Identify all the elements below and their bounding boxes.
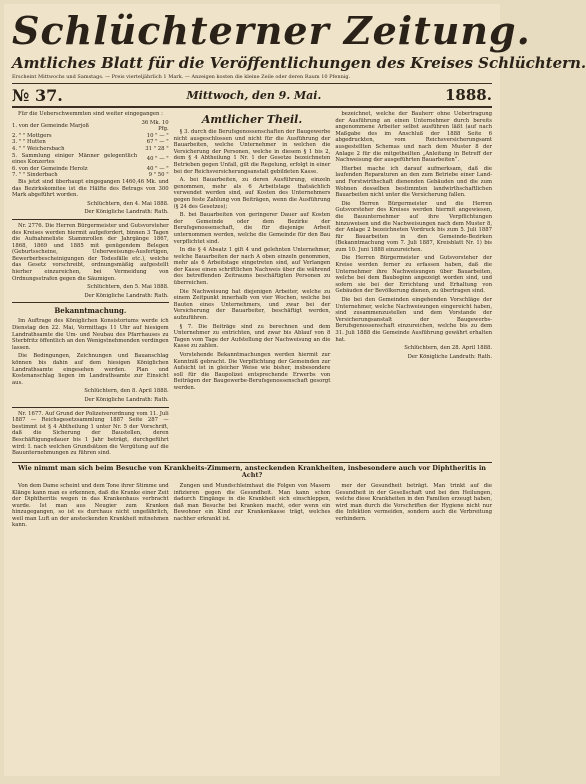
masthead-title: Schlüchterner Zeitung. [12,8,531,53]
paragraph: Zungen und Mundschleimhaut die Folgen von Masern infizieren gegen die Gesundheit. Man kann schon dadurch Eingänge in die Krankheit sich einschleppen, daß man Besuche bei Kranken macht, oder wenn ein Bewohner ein Kind zur Krankenkasse trägt, welches nachher erkrankt ist. [173,482,331,522]
paragraph: Hierbei mache ich darauf aufmerksam, daß die laufenden Reparaturen an den zum Betriebe einer Land- und Forstwirthschaft dienenden Gebäuden und die zum Wohnen desselben bestimmten landwirthschaftlichen Bauarbeiten nicht unter die Versicherung fallen. [335,165,493,199]
masthead-subtitle: Amtliches Blatt für die Veröffentlichungen des Kreises Schlüchtern. [12,54,586,72]
donation-row [12,139,169,146]
health-column-2 [174,483,331,531]
donation-label: 4. " " Weichersbach [12,145,65,152]
notice-text: Nr. 1677. Auf Grund der Polizeiverordnung vom 11. Juli 1887 — Reichsgesetzsammlung 1887 Seite 287 — bestimmt ist § 4 Abtheilung 1 unter Nr. 5 der Vorschrift, daß die Sicherung der Baustellen, deren Beschäftigungsdauer bis 1 Jahr beträgt, durchgeführt wird: I. nach welchen Grundsätzen die Vergütung auf die Bauunternehmungen zu führen sind. [12,410,169,457]
paragraph: § 3. durch die Berufsgenossenschaften der Baugewerbe nicht ausgeschlossen und nicht für die Ausführung der Bauarbeiten, welche Unternehmer in welchen die Versicherung der Personen, welche in diesem § 1 bis 2, dem § 4 Abtheilung 1 Nr. 1 der Gesetze bezeichneten Betrieben gegen Unfall, gilt die Regelung, erfolgt in einer bei der Reichsversicherungsanstalt gebildeten Kasse. [173,129,331,175]
paragraph: B. bei Bauarbeiten von geringerer Dauer auf Kosten der Gemeinde oder dem Bezirke der Berufsgenossenschaft, die für diejenige Arbeit unternommen werden, welche die Gemeinde für den Bau verpflichtet sind. [173,212,331,245]
publication-info: Erscheint Mittwochs und Samstags. — Preis vierteljährlich 1 Mark. — Anzeigen kosten die kleine Zeile oder deren Raum 10 Pfennig. [12,72,492,84]
donation-value: 67 " — " [146,139,169,146]
issue-number: № 37. [12,85,63,105]
donation-row [12,153,169,166]
bekanntmachung-heading: Bekanntmachung. [54,306,127,316]
donation-row [12,146,169,153]
divider [12,407,169,408]
issue-year: 1888. [445,86,492,104]
place-date: Schlüchtern, den 4. Mai 1888. [87,200,169,207]
donation-row [12,133,169,140]
donation-label: 1. von der Gemeinde Marjoß [12,122,90,129]
donation-row [12,172,169,179]
health-column-3 [335,483,492,531]
divider [12,302,169,303]
paragraph: A. bei Bauarbeiten, zu deren Ausführung, einzeln genommen, mehr als 6 Arbeitstage thatsächlich verwendet werden sind, auf Kosten des Unternehmers gegen feste Zahlung von Beiträgen, wenn die Ausführung (§ 24 des Gesetzes); [173,177,331,210]
donation-label: 2. " " Mottgers [12,132,52,139]
issue-date: Mittwoch, den 9. Mai. [186,88,322,102]
donation-label: 7. " " Sinderbach [12,172,58,179]
bekanntmachung-more: Die Bedingungen, Zeichnungen und Bauanschlag können bis dahin auf dem hiesigen Königlichen Landrathsamte eingesehen werden. Plan und Kostenanschlag liegen im Landrathsamte zur Einsicht aus. [12,353,169,386]
donation-value: 31 " 28 " [145,145,169,152]
signature: Der Königliche Landrath: Rath. [407,353,493,360]
health-article-columns [12,483,492,531]
signature: Der Königliche Landrath: Rath. [84,209,169,216]
donation-value: 40 " — " [146,165,169,172]
bekanntmachung-text: Im Auftrage des Königlichen Konsistoriums werde ich Dienstag den 22. Mai, Vormittags 11 Uhr auf hiesigem Landrathsamte die Um- und Neubau des Pfarrhauses zu Sterbfritz öffentlich an den Wenigstnehmenden verdingen lassen. [12,318,169,351]
donation-intro: Für die Ueberschwemmten sind weiter eingegangen : [18,111,163,117]
paragraph: In die § 4 Absatz 1 gilt 4 und gelehnten Unternehmer, welche Bauarbeiten der nach A oben einzeln genommen, mehr als 6 Arbeitstage eingetreten sind, auf Verlangen der Kasse einen schriftlichen Nachweis über die während des betreffenden Zeitraums beschäftigten Personen zu überreichen. [173,247,331,287]
divider [12,219,169,220]
paragraph: Vorstehende Bekanntmachungen werden hiermit zur Kenntniß gebracht. Die Verpflichtung der Gemeinden zur Aufsicht ist in gleicher Weise wie bisher, insbesondere soll für die Baupolizei entsprechende Erwerbs von Beiträgen der Baugewerbe-Berufsgenossenschaft gesorgt werden. [173,352,331,391]
column-right [335,111,492,459]
place-date: Schlüchtern, den 8. April 1888. [84,388,169,395]
signature: Der Königliche Landrath: Rath. [84,396,169,403]
donation-value: 40 " — " [146,155,169,162]
paragraph: Von dem Dame scheint und dem Tone ihrer Stimme und Klänge kann man es erkennen, daß die Kranke einer Zeit der Diphtheritis wegen in das Krankenhaus verbracht wurde. Ist man aus Neugier zum Kranken hinzugegangen, so ist es durchaus nicht ungefährlich, weil man Luft an der ansteckenden Krankheit mitnehmen kann. [12,482,169,529]
donation-label: 3. " " Hutten [12,139,46,146]
donation-row [12,120,169,133]
newspaper-page [4,4,586,776]
health-column-1 [12,483,169,531]
section-heading: Amtlicher Theil. [201,113,303,126]
donation-table [12,120,169,179]
column-middle [174,111,331,459]
notice-text: Nr. 2776. Die Herren Bürgermeister und Gutsvorsteher des Kreises werden hiermit aufgefordert, binnen 3 Tagen die Aufnahmeliste Stammrollen der Jahrgänge 1867, 1868, 1869 und 1885 mit genügendem Belegen (Geburtsscheine, Ueberweisungs-Ausfertigen, Bewerberbescheinigungen der Todesfälle etc.), welche das Gesetz vorschreibt, ordnungsmäßig aufgestellt hierher einzureichen, bei Vermeidung von Ordnungsstrafen gegen die Säumigen. [12,222,169,282]
paragraph: Die Nachweisung hat diejenigen Arbeiter, welche zu einem Zeitpunkt innerhalb von vier Wochen, welche bei Bauten eines Unternehmers, und zwar bei der Versicherung der Bauarbeiter, beschäftigt werden, aufzuführen. [173,288,331,322]
issue-line [12,84,492,108]
donation-label: 5. Sammlung einiger Männer gelegentlich eines Konzertes [12,152,138,166]
health-article-heading: Wie nimmt man sich beim Besuche von Krankheits-Zimmern, ansteckenden Krankheiten, insbesondere auch vor Diphtheritis in Acht? [12,462,492,480]
paragraph: Die Herren Bürgermeister und Gutsvorsteher der Kreise werden ferner zu erfassen haben, daß die Unternehmer ihre Nachweisungen über Bauarbeiten, welche bei dem Baubeginn angezeigt worden sind, und sofern sie bei der Errichtung und Erhaltung von Gebäuden der Bevölkerung dienen, zu übertragen sind. [335,255,493,295]
donation-label: 6. von der Gemeinde Herolz [12,165,88,172]
signature: Der Königliche Landrath: Rath. [84,292,169,299]
donation-row [12,166,169,173]
paragraph: mer der Gesundheit beträgt. Man trinkt auf die Gesundheit in der Gesellschaft und bei den Heilungen, welche diese Krankheiten in den Familien erzeugt haben, wird man durch die Vorschriften der Hygiene nicht nur die Infektion vermeiden, sondern auch die Verbreitung verhindern. [335,482,493,522]
article-columns [12,111,492,459]
donation-summary: Bis jetzt sind überhaupt eingegangen 1460,46 Mk. und das Bezirkskomitee ist die Hälfte des Betrags von 300 Mark abgeführt worden. [12,178,169,199]
paragraph: bezeichnet, welche der Bauherr ohne Uebertragung der Ausführung an einen Unternehmer durch bereits angenommene Arbeiter selbst ausführen läßt (auf nach Maßgabe des im Anschluß der 1888 Seite 6 abgedruckten, vom Reichsversicherungsamt ausgestellten Schemas und nach dem Muster 8 der Anlage 2 für die mitgetheilten „Anleitung in Betreff der Nachweisung der ausgeführten Bauarbeiten“. [335,111,493,164]
donation-value: 9 " 50 " [148,172,169,179]
place-date: Schlüchtern, den 5. Mai 1888. [87,284,169,291]
donation-value: 36 Mk. 10 Pfg. [141,119,169,133]
place-date: Schlüchtern, den 28. April 1888. [404,345,493,352]
paragraph: Die Herren Bürgermeister und die Herren Gutsvorsteher des Kreises werden hiermit angewiesen, die Bauunternehmer auf ihre Verpflichtungen hinzuweisen und die Nachweisungen nach dem Muster 8, der Anlage 2 bezeichneten Vordruck bis zum 5. Juli 1887 für Bauarbeiten in den Gemeinde-Bezirken (Bekanntmachung vom 7. Juli 1887, Kreisblatt Nr. 1) bis zum 10. Juni 1888 einzureichen. [335,200,493,253]
column-left [12,111,169,459]
donation-value: 10 " — " [146,132,169,139]
paragraph: § 7. Die Beiträge sind zu berechnen und dem Unternehmer zu entrichten, und zwar bis Ablauf von 8 Tagen vom Tage der Aufstellung der Nachweisung an die Kasse zu zahlen. [173,323,331,350]
paragraph: Die bei den Gemeinden eingehenden Vorschläge der Unternehmer, welche Nachweisungen eingereicht haben, sind zusammenzustellen und dem Vorstande der Versicherungsanstalt der Baugewerbs-Berufsgenossenschaft einzureichen, welche bis zu dem 31. Juli 1888 die Gemeinde Ausführung gewährt erhalten hat. [335,297,493,343]
